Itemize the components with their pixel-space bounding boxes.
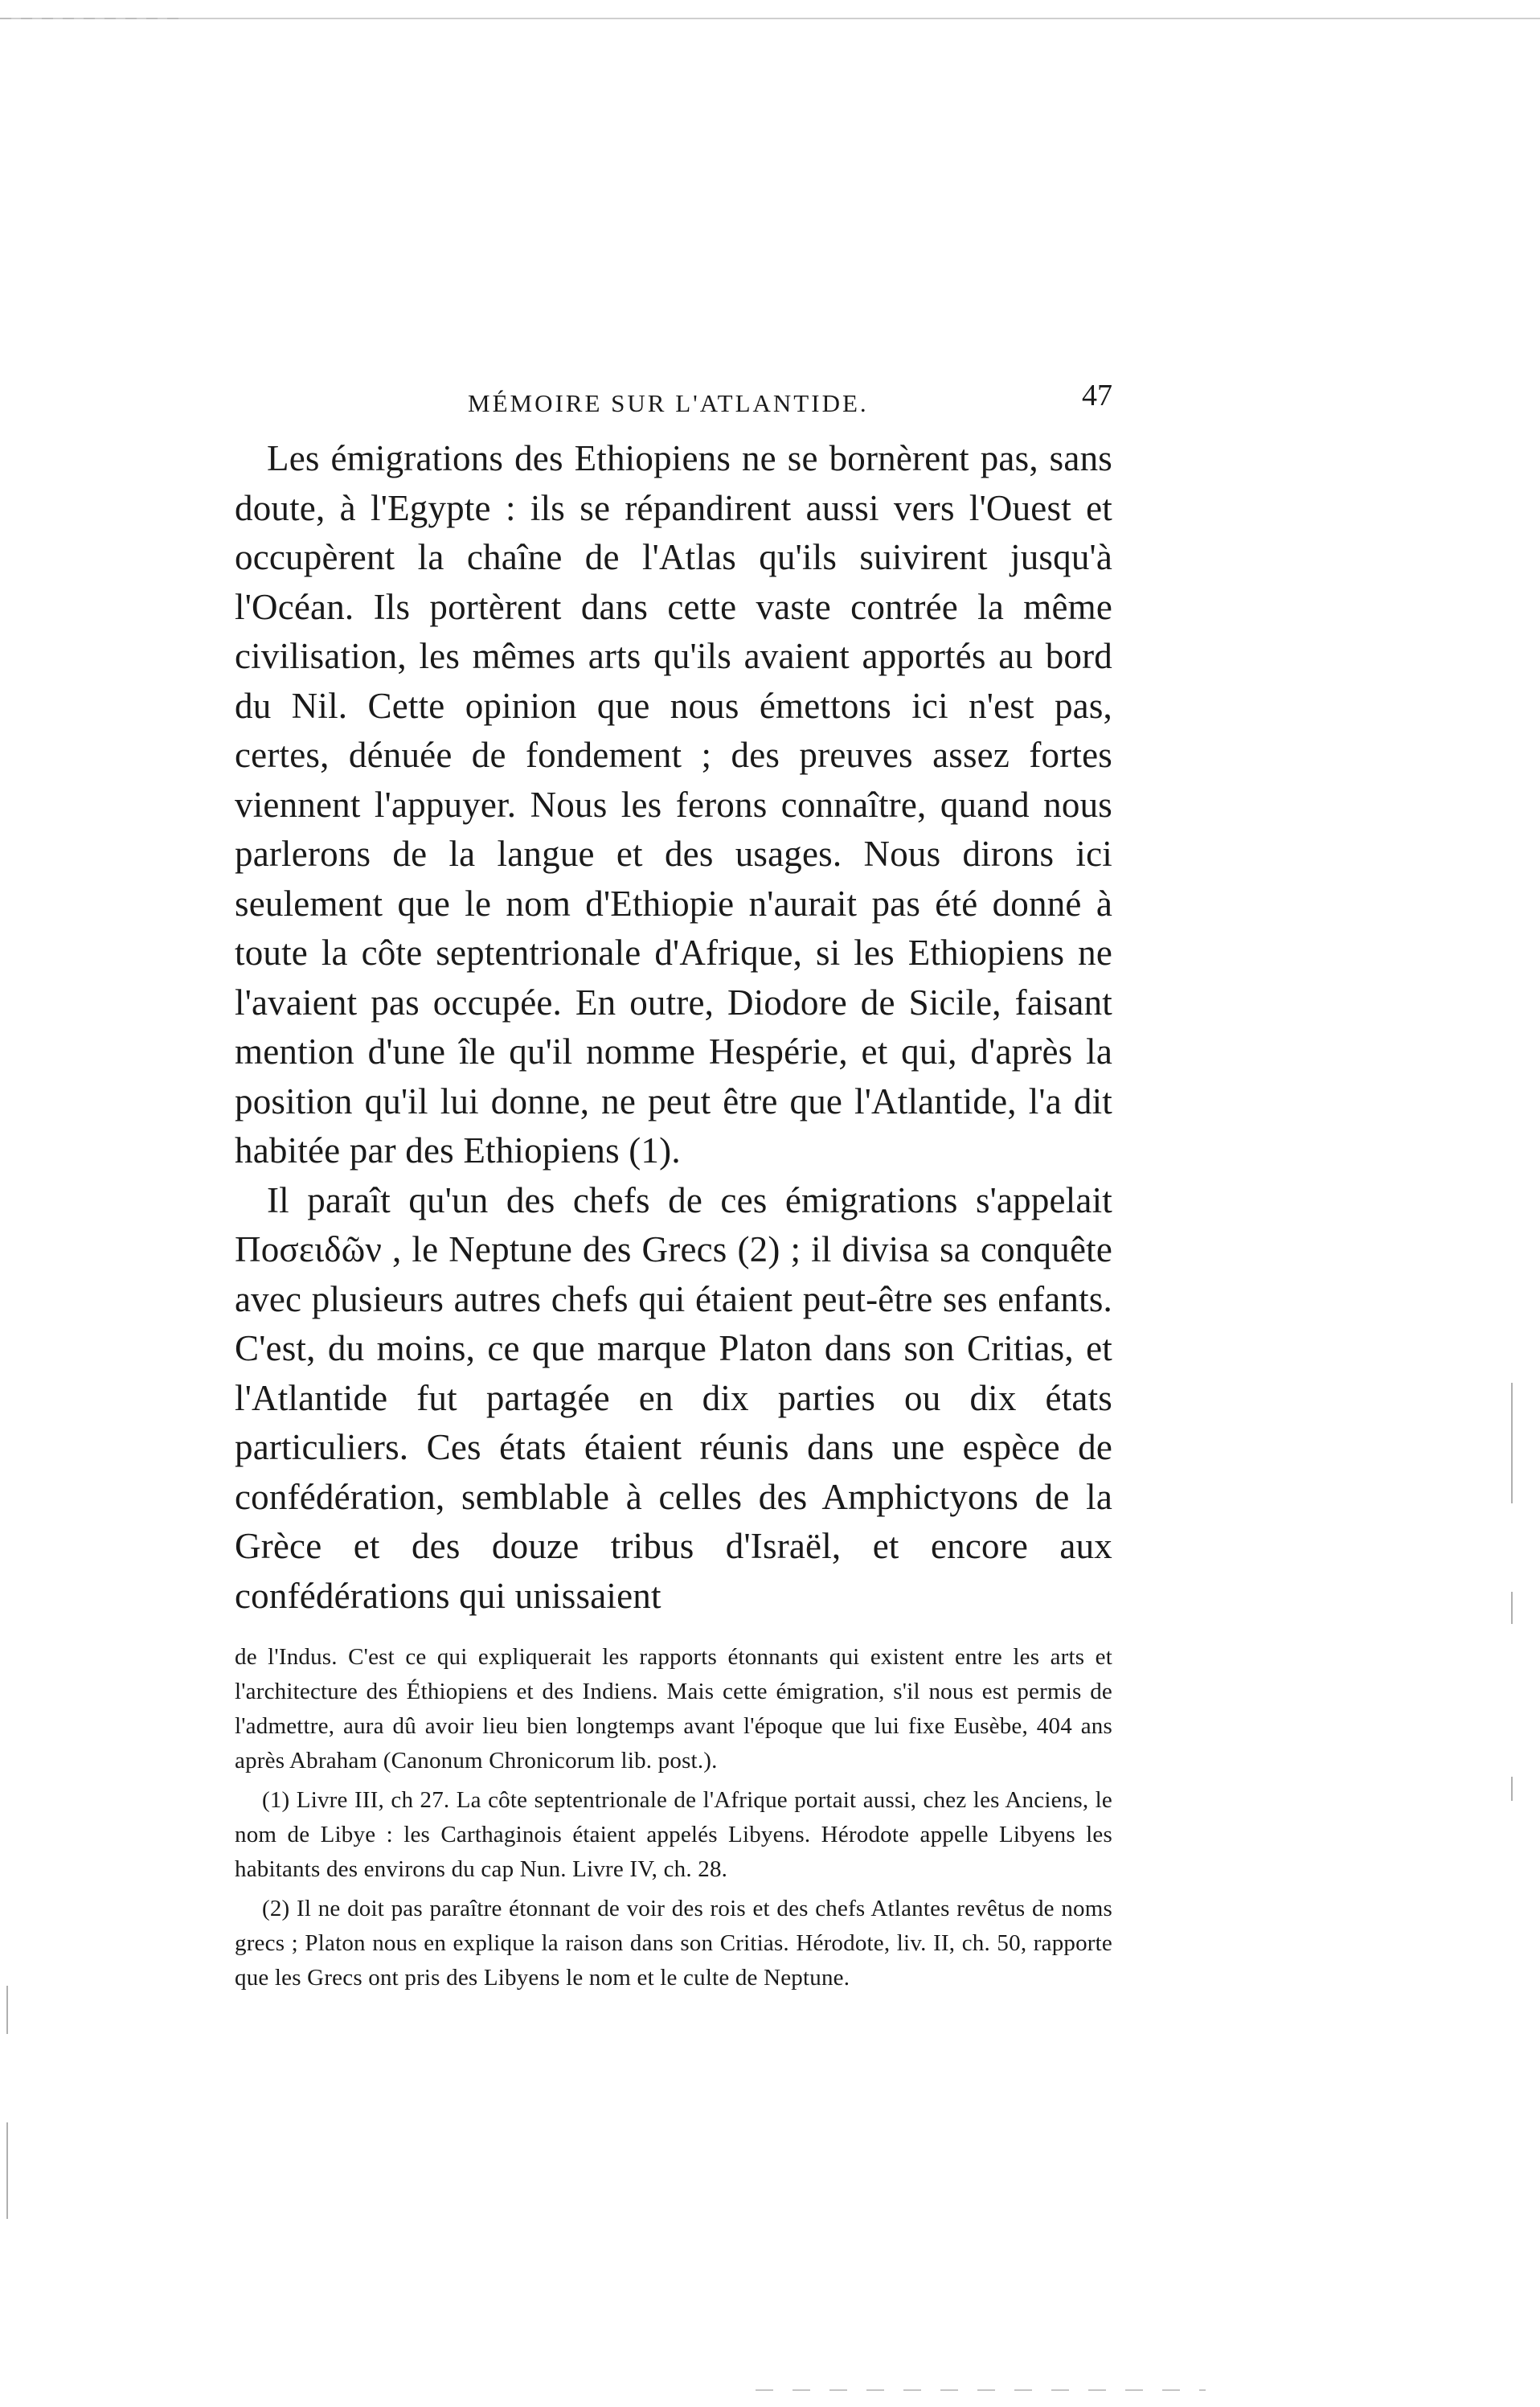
margin-mark [1511,1383,1513,1503]
margin-mark [1511,1777,1513,1801]
main-text [235,434,1112,1621]
footnote-2: (2) Il ne doit pas paraître étonnant de voir des rois et des chefs Atlantes revêtus de noms grecs ; Platon nous en explique la raison dans son Critias. Hérodote, liv. II, ch. 50, rapporte que les Grecs ont pris des Libyens le nom et le culte de Neptune. [235,1896,1112,1991]
paragraph-poseidon-confederation: Il paraît qu'un des chefs de ces émigrations s'appelait Ποσειδῶν , le Neptune des Grecs (2) ; il divisa sa conquête avec plusieurs autres chefs qui étaient peut-être ses enfants. C'est, du moins, ce que marque Platon dans son Critias, et l'Atlantide fut partagée en dix parties ou dix états particuliers. Ces états étaient réunis dans une espèce de confédération, semblable à celles des Amphictyons de la Grèce et des douze tribus d'Israël, et encore aux confédérations qui unissaient [235,1179,1112,1616]
footnotes [235,1640,1112,1995]
running-title: MÉMOIRE SUR L'ATLANTIDE. [468,389,869,417]
paragraph-ethiopian-emigrations: Les émigrations des Ethiopiens ne se bornèrent pas, sans doute, à l'Egypte : ils se répandirent aussi vers l'Ouest et occupèrent la chaîne de l'Atlas qu'ils suivirent jusqu'à l'Océan. Ils portèrent dans cette vaste contrée la même civilisation, les mêmes arts qu'ils avaient apportés au bord du Nil. Cette opinion que nous émettons ici n'est pas, certes, dénuée de fondement ; des preuves assez fortes viennent l'appuyer. Nous les ferons connaître, quand nous parlerons de la langue et des usages. Nous dirons ici seulement que le nom d'Ethiopie n'aurait pas été donné à toute la côte septentrionale d'Afrique, si les Ethiopiens ne l'avaient pas occupée. En outre, Diodore de Sicile, faisant mention d'une île qu'il nomme Hespérie, et qui, d'après la position qu'il lui donne, ne peut être que l'Atlantide, l'a dit habitée par des Ethiopiens (1). [235,438,1112,1171]
margin-mark [6,2122,8,2219]
book-page [235,378,1112,1995]
running-head [235,378,1112,426]
margin-mark [6,1986,8,2034]
page-number: 47 [1082,379,1112,412]
margin-mark [1511,1592,1513,1624]
footnote-1: (1) Livre III, ch 27. La côte septentrionale de l'Afrique portait aussi, chez les Anciens, le nom de Libye : les Carthaginois étaient appelés Libyens. Hérodote appelle Libyens les habitants des environs du cap Nun. Livre IV, ch. 28. [235,1787,1112,1882]
footnote-continued: de l'Indus. C'est ce qui expliquerait les rapports étonnants qui existent entre les arts et l'architecture des Éthiopiens et des Indiens. Mais cette émigration, s'il nous est permis de l'admettre, aura dû avoir lieu bien longtemps avant l'époque que lui fixe Eusèbe, 404 ans après Abraham (Canonum Chronicorum lib. post.). [235,1644,1112,1773]
scan-top-rule [0,18,1540,19]
scan-bottom-dash [756,2389,1206,2391]
scan-top-dash [0,18,185,19]
